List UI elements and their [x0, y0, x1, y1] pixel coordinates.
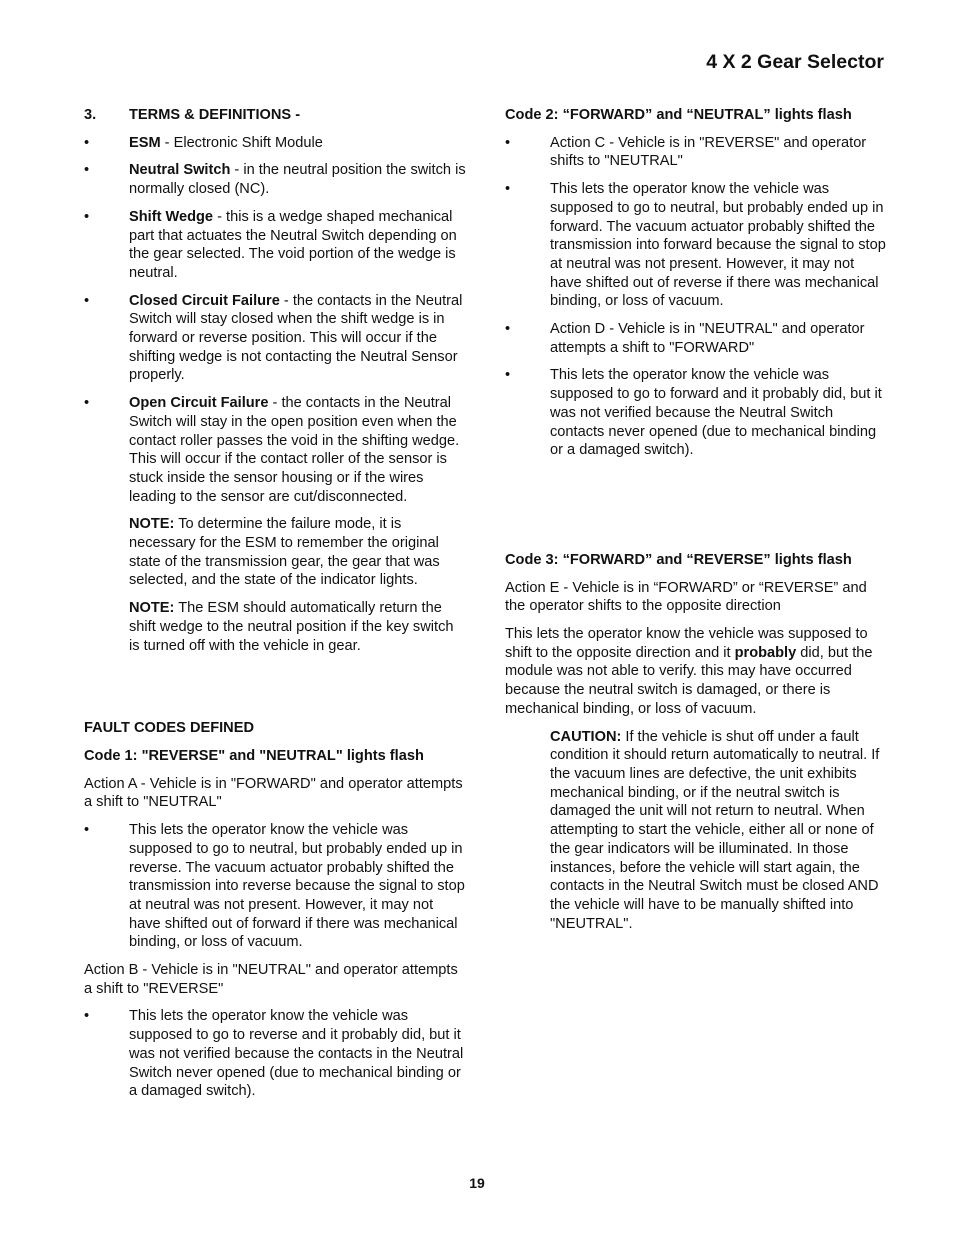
left-column — [84, 106, 466, 1110]
note-label: NOTE: — [129, 516, 175, 533]
section-title: TERMS & DEFINITIONS - — [129, 107, 301, 123]
list-item — [505, 320, 889, 357]
note-text: To determine the failure mode, it is necessary for the ESM to remember the original state of the transmission gear, the gear that was selected, and the state of the indicator lights. — [129, 516, 440, 589]
caution-text: If the vehicle is shut off under a fault condition it should return automatically to neutral. If the vacuum lines are defective, the unit exhibits mechanical binding, or if the neutral switch is damaged the unit will not return to neutral. When attempting to start the vehicle, either all or none of the gear indicators will be illuminated. In those instances, before the vehicle will start again, the contacts in the Neutral Switch must be closed AND the vehicle will have to be manually shifted into "NEUTRAL". — [550, 728, 880, 932]
definition-text: - the contacts in the Neutral Switch will stay in the open position even when the contact roller passes the void in the shifting wedge. This will occur if the contact roller of the sensor is stuck inside the sensor housing or if the wires leading to the sensor are cut/disconnected. — [129, 395, 460, 505]
bullet-icon: • — [84, 395, 90, 412]
definition-text: - the contacts in the Neutral Switch will stay closed when the shift wedge is in forward or reverse position. This will occur if the shifting wedge is not contacting the Neutral Sensor properly. — [129, 292, 463, 384]
definition-text: - this is a wedge shaped mechanical part that actuates the Neutral Switch depending on the gear selected. The void portion of the wedge is neutral. — [129, 208, 457, 281]
note-paragraph — [129, 515, 466, 590]
bullet-icon: • — [84, 208, 90, 225]
definition-item — [84, 134, 466, 153]
definition-term: Closed Circuit Failure — [129, 292, 280, 309]
action-a-text: Action A - Vehicle is in "FORWARD" and operator attempts a shift to "NEUTRAL" — [84, 775, 463, 811]
page-header-title: 4 X 2 Gear Selector — [706, 51, 884, 73]
list-item — [505, 134, 889, 171]
definition-term: Open Circuit Failure — [129, 395, 269, 412]
definition-term: Neutral Switch — [129, 162, 231, 179]
code3-explanation — [505, 625, 889, 719]
code2-heading: Code 2: “FORWARD” and “NEUTRAL” lights flash — [505, 107, 852, 123]
right-column — [505, 106, 889, 942]
code3-heading: Code 3: “FORWARD” and “REVERSE” lights flash — [505, 551, 852, 568]
list-item — [505, 180, 889, 311]
note-paragraph — [129, 599, 466, 655]
list-item — [84, 1007, 466, 1101]
action-b-text: Action B - Vehicle is in "NEUTRAL" and operator attempts a shift to "REVERSE" — [84, 962, 458, 997]
action-e-text: Action E - Vehicle is in “FORWARD” or “REVERSE” and the operator shifts to the opposite direction — [505, 579, 867, 615]
list-item — [505, 366, 889, 460]
note-label: NOTE: — [129, 600, 175, 617]
definition-item — [84, 394, 466, 506]
definition-item — [84, 208, 466, 283]
bullet-icon: • — [84, 292, 90, 309]
explanation-text-end: did, but the module was not able to verify. this may have occurred because the neutral switch is damaged, or there is mechanical binding, or loss of vacuum. — [505, 644, 873, 717]
caution-label: CAUTION: — [550, 728, 622, 745]
bullet-icon: • — [505, 367, 511, 384]
definition-term: ESM — [129, 134, 161, 151]
bullet-icon: • — [84, 162, 90, 179]
bullet-text: Action C - Vehicle is in "REVERSE" and operator shifts to "NEUTRAL" — [550, 134, 867, 170]
list-item — [84, 821, 466, 952]
definition-text: - Electronic Shift Module — [160, 134, 323, 151]
caution-paragraph — [550, 728, 889, 934]
section-heading — [84, 106, 466, 125]
bullet-a-text: This lets the operator know the vehicle was supposed to go to neutral, but probably ended up in reverse. The vacuum actuator probably shifted the transmission into reverse because the signal to stop at neutral was not present. However, it may not have shifted out of forward if there was mechanical binding, or loss of vacuum. — [129, 822, 465, 951]
bullet-icon: • — [84, 134, 90, 151]
fault-codes-heading: FAULT CODES DEFINED — [84, 720, 254, 737]
explanation-text-start: This lets the operator know the vehicle was supposed to shift to the opposite direction and it — [505, 626, 868, 661]
bullet-icon: • — [84, 1008, 90, 1025]
definition-text: - in the neutral position the switch is normally closed (NC). — [129, 162, 466, 198]
bullet-icon: • — [84, 822, 90, 839]
definition-item — [84, 292, 466, 386]
bullet-text: Action D - Vehicle is in "NEUTRAL" and operator attempts a shift to "FORWARD" — [550, 321, 865, 356]
note-text: The ESM should automatically return the shift wedge to the neutral position if the key switch is turned off with the vehicle in gear. — [129, 600, 454, 654]
code1-heading: Code 1: "REVERSE" and "NEUTRAL" lights flash — [84, 747, 424, 764]
bullet-text: This lets the operator know the vehicle was supposed to go to forward and it probably did, but it was not verified because the Neutral Switch contacts never opened (due to mechanical binding or a damaged switch). — [550, 367, 882, 459]
section-number: 3. — [84, 107, 97, 123]
bullet-icon: • — [505, 321, 511, 338]
definition-term: Shift Wedge — [129, 208, 214, 225]
bullet-icon: • — [505, 181, 511, 198]
bullet-text: This lets the operator know the vehicle was supposed to go to neutral, but probably ended up in forward. The vacuum actuator probably shifted the transmission into forward because the signal to stop at neutral was not present. However, it may not have shifted out of reverse if there was mechanical binding, or loss of vacuum. — [550, 181, 886, 310]
bullet-icon: • — [505, 134, 511, 151]
bullet-b-text: This lets the operator know the vehicle was supposed to go to reverse and it probably did, but it was not verified because the contacts in the Neutral Switch never opened (due to mechanical binding or a damaged switch). — [129, 1008, 464, 1100]
definition-item — [84, 161, 466, 198]
page-number: 19 — [469, 1175, 485, 1191]
explanation-bold-word: probably — [734, 644, 797, 661]
